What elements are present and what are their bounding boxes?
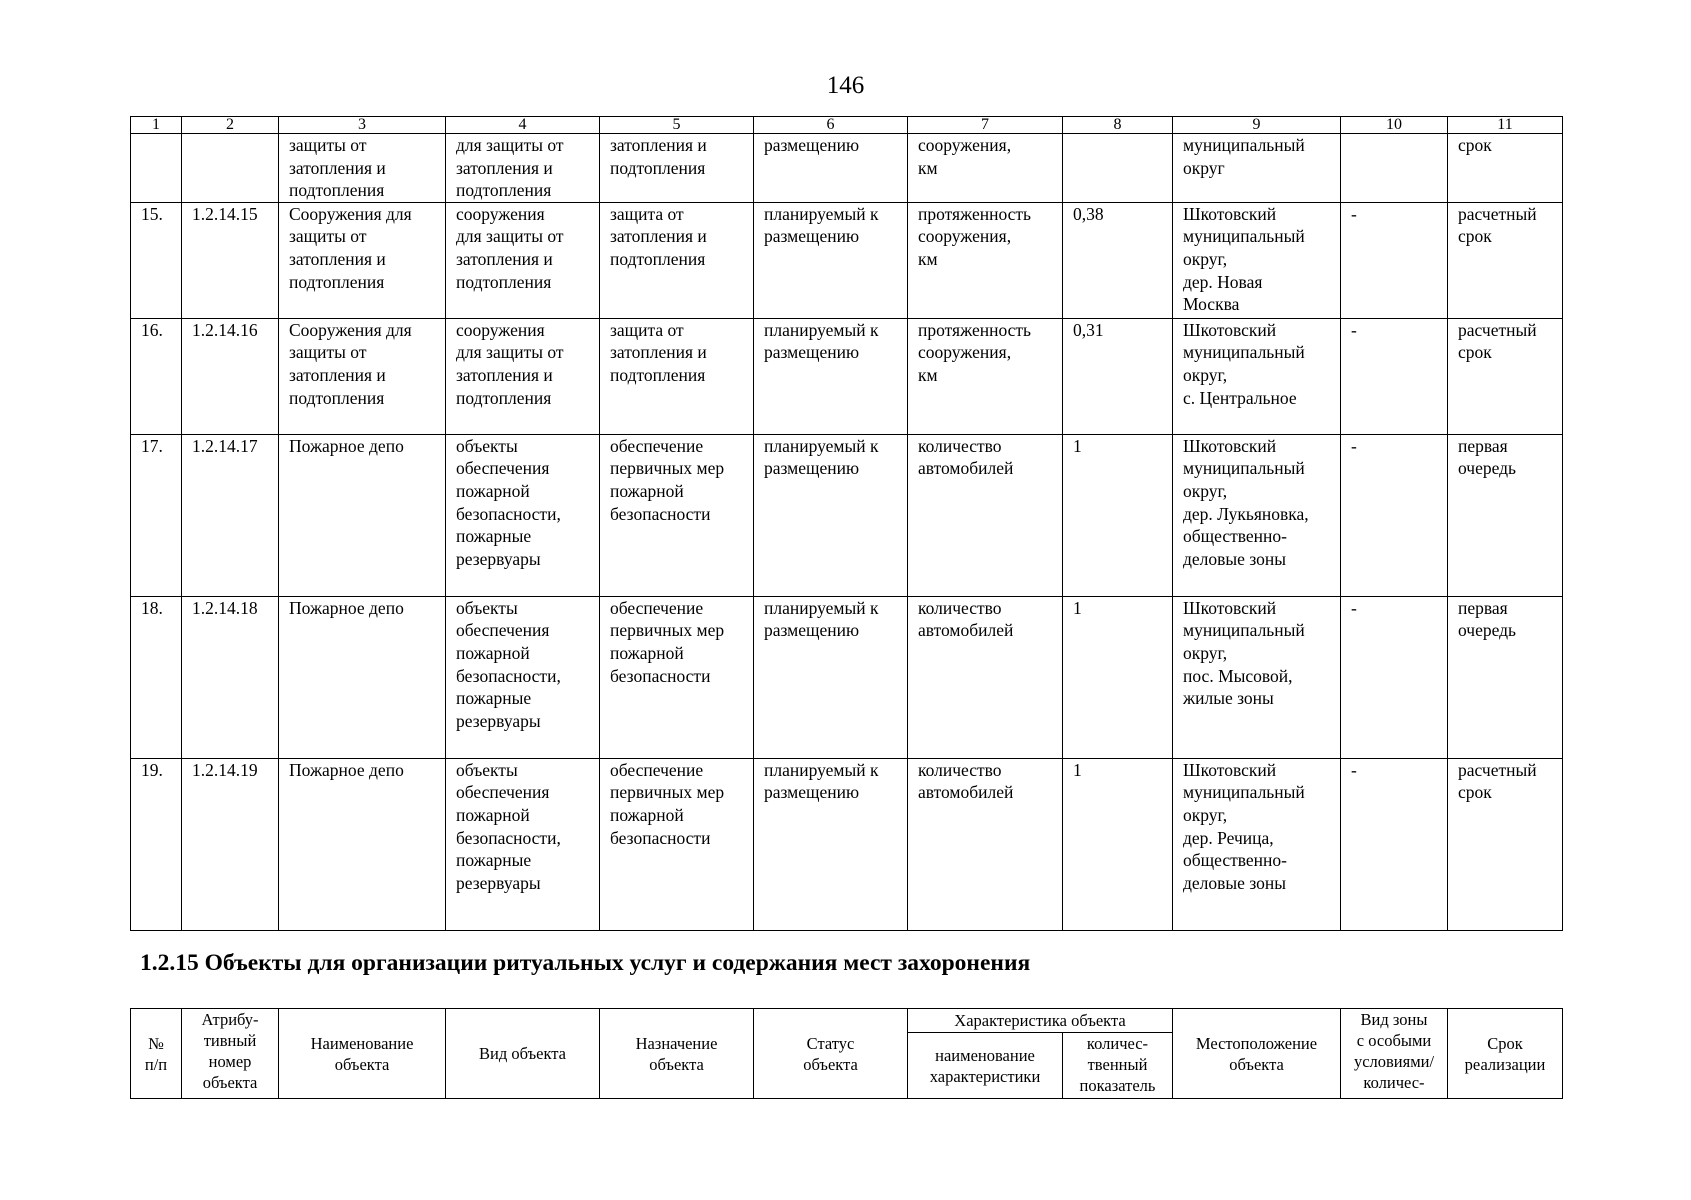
column-number: 8 <box>1063 117 1173 134</box>
table-cell: для защиты от затопления и подтопления <box>446 134 600 203</box>
page-number: 146 <box>826 72 865 99</box>
table-cell: 1.2.14.16 <box>182 318 279 434</box>
table-cell: расчетный срок <box>1448 202 1563 318</box>
table-cell: Шкотовский муниципальный округ, дер. Лукьяновка, общественно- деловые зоны <box>1173 434 1341 596</box>
table-cell: размещению <box>754 134 908 203</box>
table-cell <box>182 134 279 203</box>
header-object-name: Наименование объекта <box>279 1009 446 1099</box>
column-number: 6 <box>754 117 908 134</box>
table-cell: - <box>1341 434 1448 596</box>
table-cell: сооружения для защиты от затопления и подтопления <box>446 202 600 318</box>
column-number: 5 <box>600 117 754 134</box>
table-cell: сооружения, км <box>908 134 1063 203</box>
table-cell: - <box>1341 202 1448 318</box>
table-cell: 1.2.14.15 <box>182 202 279 318</box>
table-cell: планируемый к размещению <box>754 318 908 434</box>
table-cell: - <box>1341 318 1448 434</box>
header-characteristic-name: наименование характеристики <box>908 1033 1063 1099</box>
header-characteristic-value: количес- твенный показатель <box>1063 1033 1173 1099</box>
header-object-type: Вид объекта <box>446 1009 600 1099</box>
table-cell: Шкотовский муниципальный округ, дер. Новая Москва <box>1173 202 1341 318</box>
table-cell: расчетный срок <box>1448 318 1563 434</box>
table-cell: срок <box>1448 134 1563 203</box>
table-cell: обеспечение первичных мер пожарной безопасности <box>600 434 754 596</box>
table-row <box>131 758 1563 930</box>
column-number: 7 <box>908 117 1063 134</box>
column-number: 4 <box>446 117 600 134</box>
column-number: 11 <box>1448 117 1563 134</box>
table-cell: объекты обеспечения пожарной безопасности, пожарные резервуары <box>446 758 600 930</box>
table-cell: 0,38 <box>1063 202 1173 318</box>
table-cell: объекты обеспечения пожарной безопасности, пожарные резервуары <box>446 434 600 596</box>
table-cell: количество автомобилей <box>908 434 1063 596</box>
objects-table <box>130 116 1563 931</box>
table-cell: муниципальный округ <box>1173 134 1341 203</box>
table-cell <box>131 134 182 203</box>
table-cell: 19. <box>131 758 182 930</box>
column-number: 9 <box>1173 117 1341 134</box>
table-cell: 15. <box>131 202 182 318</box>
table-cell: 1 <box>1063 596 1173 758</box>
header-object-status: Статус объекта <box>754 1009 908 1099</box>
header-term: Срок реализации <box>1448 1009 1563 1099</box>
column-number: 1 <box>131 117 182 134</box>
table-cell <box>1341 134 1448 203</box>
table-cell: Шкотовский муниципальный округ, с. Центральное <box>1173 318 1341 434</box>
table-cell <box>1063 134 1173 203</box>
table-cell: 18. <box>131 596 182 758</box>
table-cell: 1.2.14.17 <box>182 434 279 596</box>
header-object-purpose: Назначение объекта <box>600 1009 754 1099</box>
table-cell: Пожарное депо <box>279 758 446 930</box>
table-cell: первая очередь <box>1448 596 1563 758</box>
table-cell: сооружения для защиты от затопления и подтопления <box>446 318 600 434</box>
table-cell: 16. <box>131 318 182 434</box>
section-title: 1.2.15 Объекты для организации ритуальных услуг и содержания мест захоронения <box>140 950 1031 976</box>
table-row <box>131 134 1563 203</box>
table-cell: Пожарное депо <box>279 434 446 596</box>
table-row <box>131 596 1563 758</box>
header-zone: Вид зоны с особыми условиями/ количес- <box>1341 1009 1448 1099</box>
table-cell: протяженность сооружения, км <box>908 318 1063 434</box>
table-cell: количество автомобилей <box>908 758 1063 930</box>
table-cell: планируемый к размещению <box>754 596 908 758</box>
table-cell: затопления и подтопления <box>600 134 754 203</box>
table-cell: 1.2.14.18 <box>182 596 279 758</box>
table-cell: защиты от затопления и подтопления <box>279 134 446 203</box>
table-cell: 1 <box>1063 758 1173 930</box>
column-number: 10 <box>1341 117 1448 134</box>
header-location: Местоположение объекта <box>1173 1009 1341 1099</box>
table-cell: защита от затопления и подтопления <box>600 202 754 318</box>
table-cell: планируемый к размещению <box>754 202 908 318</box>
table-cell: расчетный срок <box>1448 758 1563 930</box>
table-cell: 1.2.14.19 <box>182 758 279 930</box>
table-cell: Шкотовский муниципальный округ, дер. Речица, общественно- деловые зоны <box>1173 758 1341 930</box>
table-cell: обеспечение первичных мер пожарной безопасности <box>600 758 754 930</box>
column-number-row <box>131 117 1563 134</box>
table-cell: планируемый к размещению <box>754 434 908 596</box>
table-cell: Сооружения для защиты от затопления и подтопления <box>279 202 446 318</box>
table-row <box>131 318 1563 434</box>
table-cell: Пожарное депо <box>279 596 446 758</box>
header-attribute-number: Атрибу- тивный номер объекта <box>182 1009 279 1099</box>
table-cell: 1 <box>1063 434 1173 596</box>
table-cell: обеспечение первичных мер пожарной безопасности <box>600 596 754 758</box>
table-cell: планируемый к размещению <box>754 758 908 930</box>
header-characteristics-group: Характеристика объекта <box>908 1009 1173 1033</box>
ritual-objects-table-header <box>130 1008 1563 1099</box>
table-cell: Сооружения для защиты от затопления и подтопления <box>279 318 446 434</box>
table-cell: первая очередь <box>1448 434 1563 596</box>
table-cell: количество автомобилей <box>908 596 1063 758</box>
table-cell: защита от затопления и подтопления <box>600 318 754 434</box>
table-cell: протяженность сооружения, км <box>908 202 1063 318</box>
table-cell: объекты обеспечения пожарной безопасности, пожарные резервуары <box>446 596 600 758</box>
header-number: № п/п <box>131 1009 182 1099</box>
table-cell: 17. <box>131 434 182 596</box>
table-cell: - <box>1341 596 1448 758</box>
table-cell: - <box>1341 758 1448 930</box>
table-row <box>131 434 1563 596</box>
column-number: 2 <box>182 117 279 134</box>
table-cell: 0,31 <box>1063 318 1173 434</box>
column-number: 3 <box>279 117 446 134</box>
table-cell: Шкотовский муниципальный округ, пос. Мысовой, жилые зоны <box>1173 596 1341 758</box>
table-row <box>131 202 1563 318</box>
